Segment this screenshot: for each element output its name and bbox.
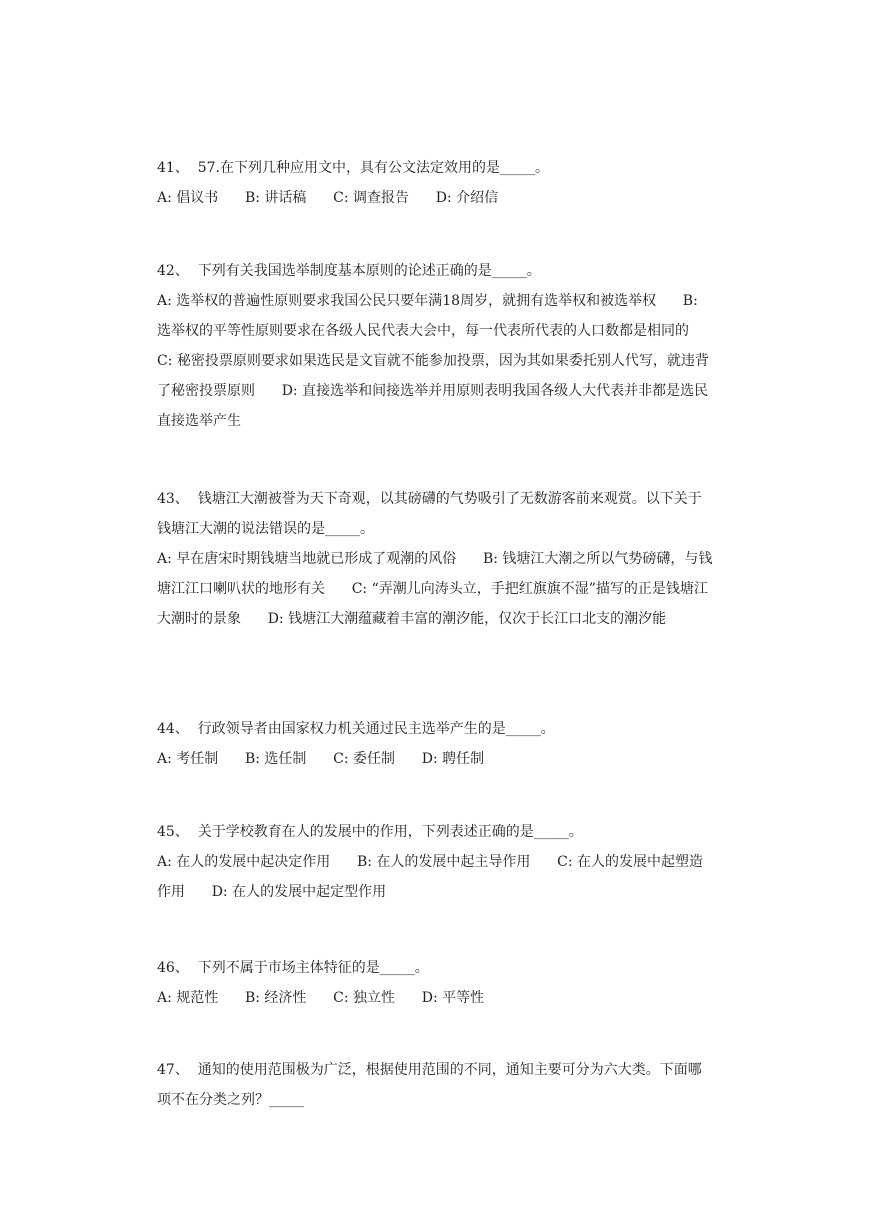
question-44 [157, 714, 713, 774]
question-stem: 42、 下列有关我国选举制度基本原则的论述正确的是_____。 [157, 263, 541, 279]
question-options: A: 规范性 B: 经济性 C: 独立性 D: 平等性 [157, 990, 485, 1006]
question-stem: 45、 关于学校教育在人的发展中的作用，下列表述正确的是_____。 [157, 824, 583, 840]
question-options: A: 选举权的普遍性原则要求我国公民只要年满18周岁，就拥有选举权和被选举权 B: 选举权的平等性原则要求在各级人民代表大会中，每一代表所代表的人口数都是相同的 C: 秘密投票原则要求如果选民是文盲就不能参加投票，因为其如果委托别人代写，就违背了秘密投票原则 D: 直接选举和间接选举并用原则表明我国各级人大代表并非都是选民直接选举产生 [157, 293, 716, 429]
question-47 [157, 1055, 713, 1115]
question-stem: 47、 通知的使用范围极为广泛，根据使用范围的不同，通知主要可分为六大类。下面哪项不在分类之列？_____ [157, 1062, 702, 1108]
question-41 [157, 153, 713, 213]
question-options: A: 考任制 B: 选任制 C: 委任制 D: 聘任制 [157, 751, 485, 767]
question-46 [157, 953, 713, 1013]
question-43 [157, 484, 713, 634]
question-options: A: 在人的发展中起决定作用 B: 在人的发展中起主导作用 C: 在人的发展中起塑造作用 D: 在人的发展中起定型作用 [157, 854, 704, 900]
question-stem: 41、 57.在下列几种应用文中，具有公文法定效用的是_____。 [157, 160, 549, 176]
question-45 [157, 817, 713, 907]
question-stem: 44、 行政领导者由国家权力机关通过民主选举产生的是_____。 [157, 721, 555, 737]
question-stem: 46、 下列不属于市场主体特征的是_____。 [157, 960, 429, 976]
question-options: A: 倡议书 B: 讲话稿 C: 调查报告 D: 介绍信 [157, 190, 499, 206]
question-options: A: 早在唐宋时期钱塘当地就已形成了观潮的风俗 B: 钱塘江大潮之所以气势磅礴，与钱塘江江口喇叭状的地形有关 C: “弄潮儿向涛头立，手把红旗旗不湿”描写的正是钱塘江大潮时的景象 D: 钱塘江大潮蕴藏着丰富的潮汐能，仅次于长江口北支的潮汐能 [157, 551, 713, 627]
question-stem: 43、 钱塘江大潮被誉为天下奇观，以其磅礴的气势吸引了无数游客前来观赏。以下关于钱塘江大潮的说法错误的是_____。 [157, 491, 702, 537]
question-42 [157, 256, 716, 436]
